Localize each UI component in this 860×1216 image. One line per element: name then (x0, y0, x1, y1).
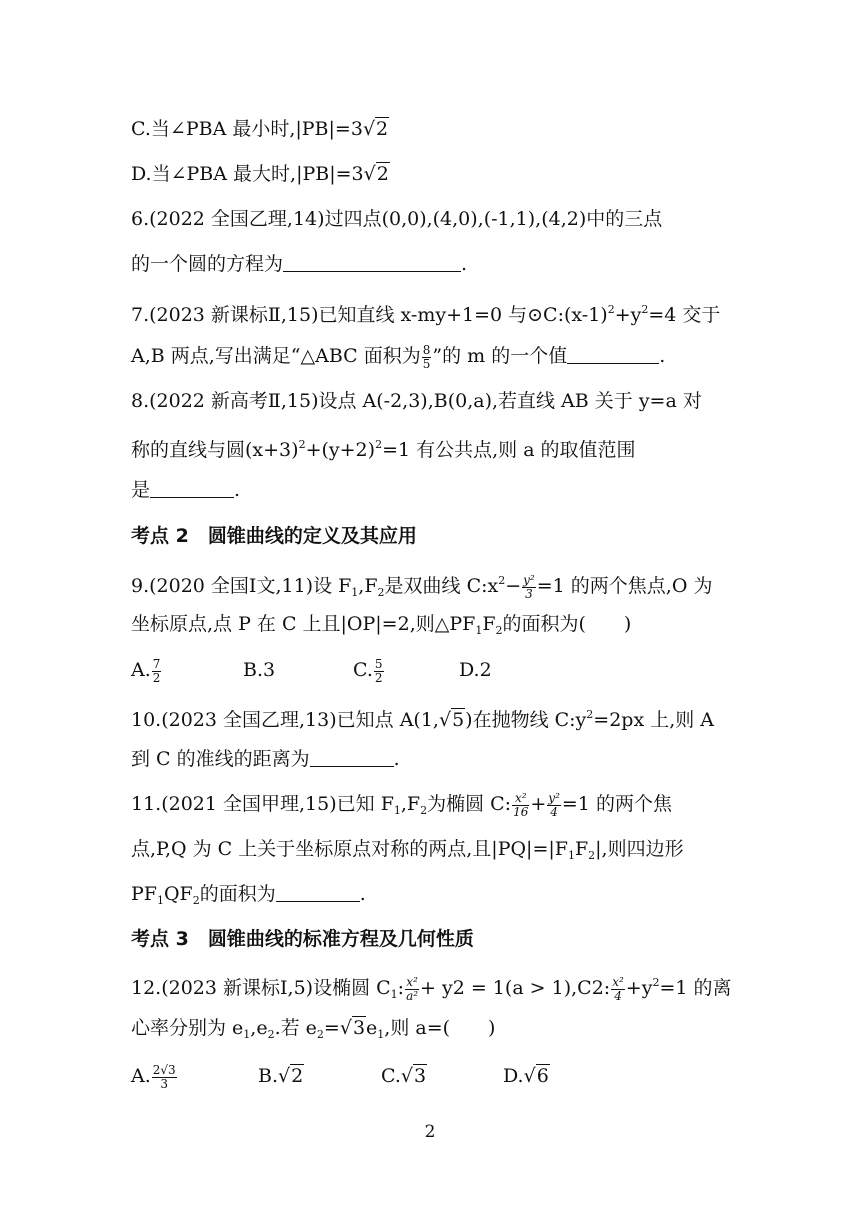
option-a[interactable]: A. $\frac{7}{2}$ (131, 656, 161, 685)
option-c[interactable]: C.√3 (381, 1062, 503, 1090)
fraction: $\frac{\text{y²}}{3}$ (523, 572, 535, 601)
answer-blank[interactable] (276, 883, 360, 902)
question-10-line-1: 10.(2023 全国乙理,13)已知点 A(1,√5)在抛物线 $C:y^2=2px$ 上,则 A (131, 701, 714, 734)
sqrt: √2 (362, 118, 389, 140)
fraction: $\frac{\text{y²}}{4}$ (548, 790, 560, 819)
option-b[interactable]: B.3 (243, 659, 276, 681)
section-heading-2: 考点 2 圆锥曲线的定义及其应用 (131, 525, 417, 547)
question-12-line-2: 心率分别为 $e_1,e_2$.若 $e_2=√3e_1$,则 a=( ) (131, 1014, 495, 1049)
question-10-line-2: 到 C 的准线的距离为 . (131, 748, 400, 770)
question-11-line-1: 11.(2021 全国甲理,15)已知 $F_1,F_2$为椭圆 C: $\frac{\text{x²}}{16}$ + $\frac{\text{y²}}{4}$ =1 的两个焦 (131, 790, 672, 819)
answer-blank[interactable] (150, 479, 234, 498)
question-7-line-2: A,B 两点,写出满足“△ABC 面积为 $\frac{8}{5}$ ”的 m 的一个值 . (131, 342, 666, 371)
question-7-line-1: 7.(2023 新课标Ⅱ,15)已知直线 x-my+1=0 与$⊙C:(x-1)^2+y^2=4$ 交于 (131, 303, 721, 326)
section-heading-3: 考点 3 圆锥曲线的标准方程及几何性质 (131, 928, 474, 950)
option-d[interactable]: D.2 (459, 659, 492, 681)
question-11-line-2: 点,P,Q 为 C 上关于坐标原点对称的两点,且$|PQ|=|F_1F_2|$,则四边形 (131, 838, 684, 862)
option-d-line (131, 160, 390, 188)
question-9-options (131, 656, 492, 685)
question-9-line-1: 9.(2020 全国Ⅰ文,11)设 $F_1,F_2$是双曲线 $C:x^2-$ $\frac{\text{y²}}{3}$ =1 的两个焦点,O 为 (131, 572, 713, 601)
option-c-text: C.当∠PBA 最小时,|PB|=3 (131, 118, 363, 140)
question-8-line-2: 称的直线与圆$(x+3)^2+(y+2)^2=1$ 有公共点,则 a 的取值范围 (131, 438, 636, 461)
sqrt: √6 (523, 1065, 549, 1087)
option-b[interactable]: B.√2 (258, 1062, 381, 1090)
question-6-line-2: 的一个圆的方程为 . (131, 253, 468, 275)
page-number: 2 (424, 1122, 436, 1142)
answer-blank[interactable] (283, 253, 461, 272)
question-9-line-2: 坐标原点,点 P 在 C 上且|OP|=2,则$\triangle PF_1F_2$的面积为( ) (131, 613, 632, 637)
option-d-text: D.当∠PBA 最大时,|PB|=3 (131, 163, 364, 185)
fraction: $\frac{7}{2}$ (152, 656, 161, 685)
question-8-line-3: 是 . (131, 479, 241, 501)
option-c[interactable]: C. $\frac{5}{2}$ (353, 656, 383, 685)
fraction: $\frac{\text{x²}}{4}$ (612, 974, 624, 1003)
fraction: $\frac{8}{5}$ (422, 342, 431, 371)
question-6-line-1: 6.(2022 全国乙理,14)过四点(0,0),(4,0),(-1,1),(4,2)中的三点 (131, 208, 663, 230)
sqrt: √5 (438, 709, 465, 731)
sqrt: √3 (339, 1017, 366, 1039)
answer-blank[interactable] (567, 345, 659, 364)
sqrt: √2 (278, 1065, 304, 1087)
fraction: $\frac{\text{x²}}{16}$ (513, 790, 529, 819)
question-11-line-3: $PF_1QF_2$的面积为 . (131, 883, 366, 907)
question-12-line-1: 12.(2023 新课标Ⅰ,5)设椭圆 $C_1$: $\frac{\text{x²}}{\text{a²}}$ + y2 = 1(a > 1),C2: $\frac{\text{x²}}{4}$ $+y^2=1$ 的离 (131, 974, 732, 1003)
sqrt: √2 (363, 163, 389, 185)
sqrt: √3 (400, 1065, 427, 1087)
option-c-line (131, 115, 389, 143)
option-a[interactable]: A. $\frac{2√3}{3}$ (131, 1062, 176, 1091)
option-d[interactable]: D.√6 (503, 1062, 550, 1090)
fraction: $\frac{2√3}{3}$ (152, 1062, 176, 1091)
question-8-line-1: 8.(2022 新高考Ⅱ,15)设点 A(-2,3),B(0,a),若直线 AB 关于 y=a 对 (131, 390, 702, 412)
answer-blank[interactable] (310, 748, 394, 767)
fraction: $\frac{\text{x²}}{\text{a²}}$ (406, 974, 419, 1003)
fraction: $\frac{5}{2}$ (374, 656, 383, 685)
question-12-options (131, 1062, 550, 1091)
